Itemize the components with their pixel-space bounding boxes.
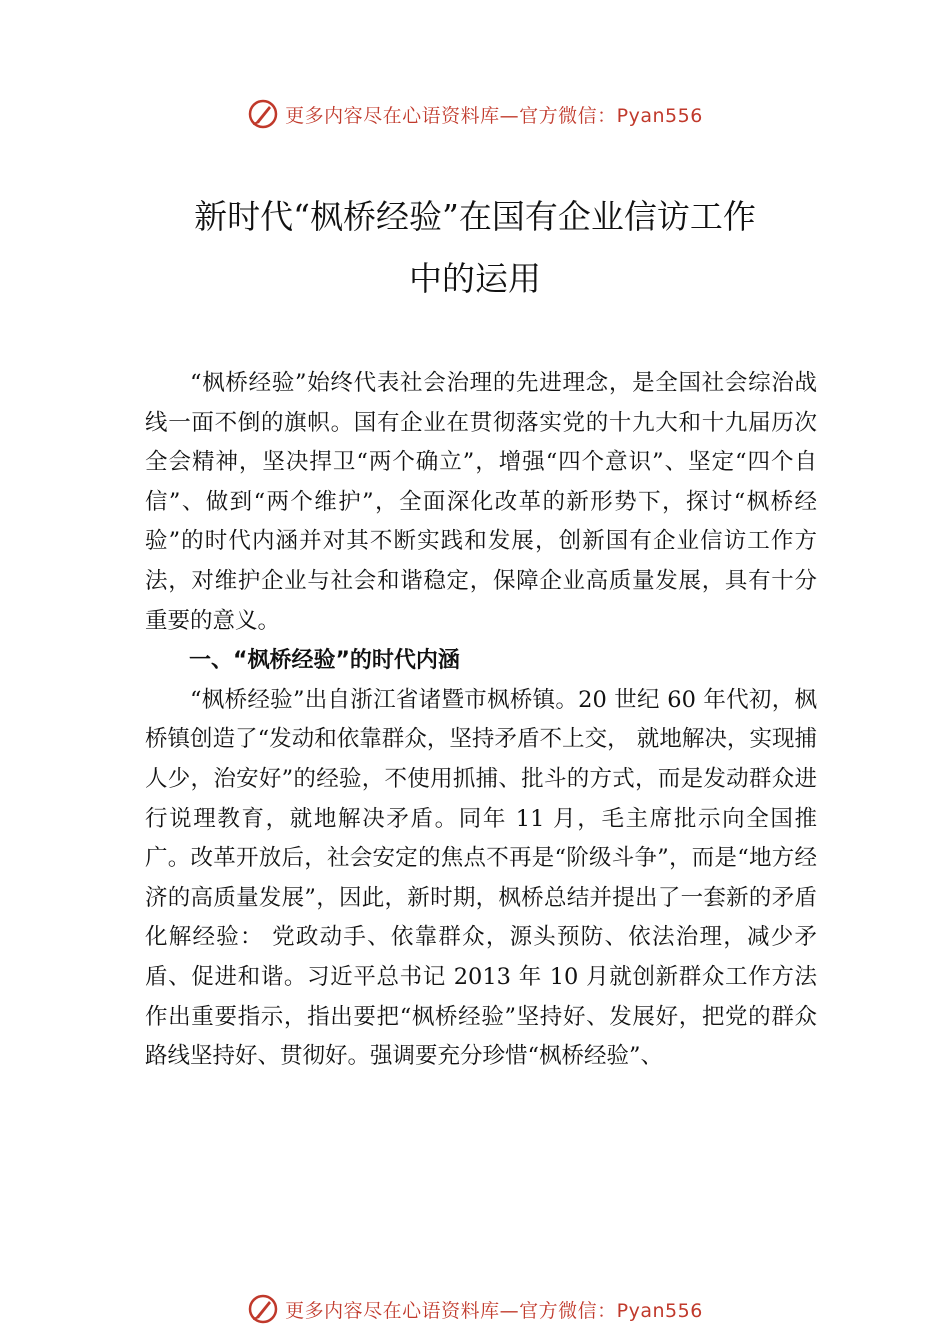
watermark-text: 更多内容尽在心语资料库—官方微信：Pyan556: [285, 1299, 703, 1322]
quill-logo-icon: [247, 1293, 279, 1325]
watermark-header: [0, 94, 950, 134]
watermark-text: 更多内容尽在心语资料库—官方微信：Pyan556: [285, 104, 703, 127]
document-title-line2: 中的运用: [409, 259, 541, 298]
section-heading: 一、“枫桥经验”的时代内涵: [189, 648, 460, 674]
document-body: [145, 364, 817, 1077]
section-paragraph: “枫桥经验”出自浙江省诸暨市枫桥镇。20 世纪 60 年代初，枫桥镇创造了“发动和依靠群众，坚持矛盾不上交， 就地解决，实现捕人少，治安好”的经验，不使用抓捕、批斗的方式，而是发动群众进行说理教育，就地解决矛盾。同年 11 月，毛主席批示向全国推广。改革开放后，社会安定的焦点不再是“阶级斗争”，而是“地方经济的高质量发展”，因此，新时期，枫桥总结并提出了一套新的矛盾化解经验： 党政动手、依靠群众，源头预防、依法治理，减少矛盾、促进和谐。习近平总书记 2013 年 10 月就创新群众工作方法作出重要指示，指出要把“枫桥经验”坚持好、发展好，把党的群众路线坚持好、贯彻好。强调要充分珍惜“枫桥经验”、: [145, 686, 817, 1070]
watermark-footer: [0, 1289, 950, 1329]
document-title-line1: 新时代“枫桥经验”在国有企业信访工作: [194, 197, 756, 236]
intro-paragraph: “枫桥经验”始终代表社会治理的先进理念，是全国社会综治战线一面不倒的旗帜。国有企业在贯彻落实党的十九大和十九届历次全会精神，坚决捍卫“两个确立”，增强“四个意识”、坚定“四个自信”、做到“两个维护”，全面深化改革的新形势下，探讨“枫桥经验”的时代内涵并对其不断实践和发展，创新国有企业信访工作方法，对维护企业与社会和谐稳定，保障企业高质量发展，具有十分重要的意义。: [145, 370, 817, 634]
quill-logo-icon: [247, 98, 279, 130]
